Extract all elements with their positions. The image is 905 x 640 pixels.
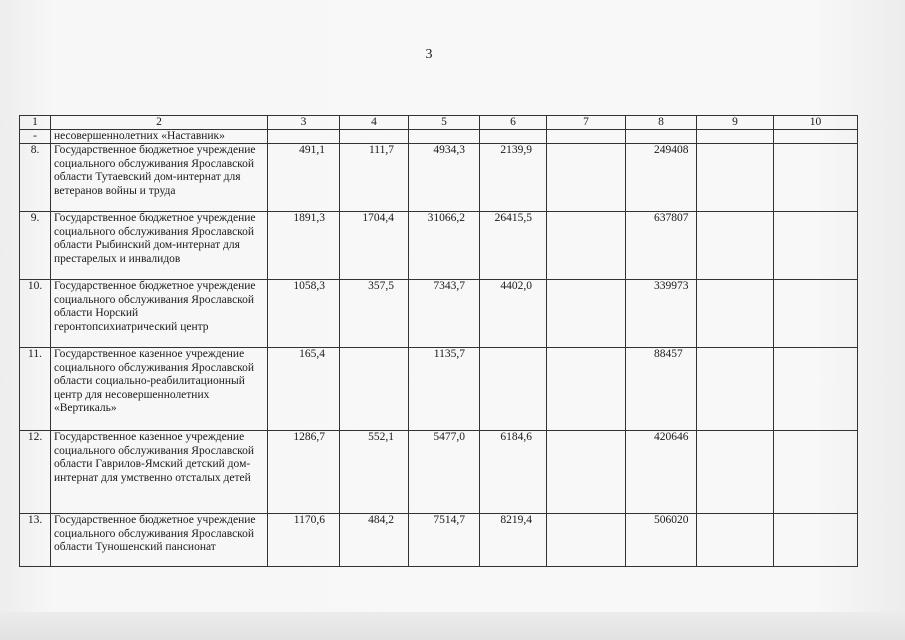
value-col-7	[547, 348, 626, 431]
value-col-4: 111,7	[340, 144, 409, 212]
table-row	[20, 431, 858, 514]
row-number: 8.	[20, 144, 51, 212]
column-header: 5	[409, 116, 480, 130]
row-number: 11.	[20, 348, 51, 431]
value-col-3: 165,4	[268, 348, 340, 431]
value-col-8: 420646	[626, 431, 697, 514]
value-col-5: 7514,7	[409, 514, 480, 567]
table-row	[20, 514, 858, 567]
value-col-9	[697, 212, 774, 280]
value-col-5: 1135,7	[409, 348, 480, 431]
column-header: 1	[20, 116, 51, 130]
value-col-9	[697, 144, 774, 212]
table-cell	[697, 130, 774, 144]
continuation-row	[20, 130, 858, 144]
value-col-5: 31066,2	[409, 212, 480, 280]
value-col-4: 484,2	[340, 514, 409, 567]
value-col-3: 1891,3	[268, 212, 340, 280]
institution-name: Государственное бюджетное учреждение социального обслуживания Ярославской области Туношенский пансионат	[51, 514, 268, 567]
column-header: 9	[697, 116, 774, 130]
value-col-7	[547, 514, 626, 567]
value-col-9	[697, 431, 774, 514]
row-number: 12.	[20, 431, 51, 514]
column-header: 6	[480, 116, 547, 130]
value-col-8: 88457	[626, 348, 697, 431]
value-col-6: 26415,5	[480, 212, 547, 280]
value-col-8: 249408	[626, 144, 697, 212]
institution-name: Государственное бюджетное учреждение социального обслуживания Ярославской области Норский геронтопсихиатрический центр	[51, 280, 268, 348]
institution-name: Государственное казенное учреждение социального обслуживания Ярославской области Гаврилов-Ямский детский дом-интернат для умственно отсталых детей	[51, 431, 268, 514]
value-col-10	[774, 431, 858, 514]
value-col-9	[697, 280, 774, 348]
value-col-9	[697, 514, 774, 567]
column-header: 7	[547, 116, 626, 130]
value-col-6: 6184,6	[480, 431, 547, 514]
page-number: 3	[425, 47, 433, 62]
table-row	[20, 212, 858, 280]
column-header: 8	[626, 116, 697, 130]
value-col-3: 1058,3	[268, 280, 340, 348]
value-col-4: 1704,4	[340, 212, 409, 280]
value-col-6: 2139,9	[480, 144, 547, 212]
value-col-10	[774, 348, 858, 431]
value-col-7	[547, 280, 626, 348]
value-col-5: 5477,0	[409, 431, 480, 514]
value-col-7	[547, 144, 626, 212]
institution-name: Государственное бюджетное учреждение социального обслуживания Ярославской области Тутаевский дом-интернат для ветеранов войны и труда	[51, 144, 268, 212]
column-header: 3	[268, 116, 340, 130]
value-col-7	[547, 431, 626, 514]
value-col-5: 7343,7	[409, 280, 480, 348]
table-cell	[547, 130, 626, 144]
row-number: 9.	[20, 212, 51, 280]
institution-name: Государственное бюджетное учреждение социального обслуживания Ярославской области Рыбинский дом-интернат для престарелых и инвалидов	[51, 212, 268, 280]
value-col-4: 357,5	[340, 280, 409, 348]
row-number: -	[20, 130, 51, 144]
institution-name: несовершеннолетних «Наставник»	[51, 130, 268, 144]
table-cell	[480, 130, 547, 144]
value-col-6	[480, 348, 547, 431]
value-col-6: 8219,4	[480, 514, 547, 567]
value-col-8: 506020	[626, 514, 697, 567]
header-row	[20, 116, 858, 130]
value-col-3: 1170,6	[268, 514, 340, 567]
row-number: 13.	[20, 514, 51, 567]
column-header: 4	[340, 116, 409, 130]
value-col-10	[774, 144, 858, 212]
table-row	[20, 144, 858, 212]
table-cell	[409, 130, 480, 144]
value-col-10	[774, 212, 858, 280]
page-bottom-edge	[0, 612, 905, 640]
value-col-8: 339973	[626, 280, 697, 348]
row-number: 10.	[20, 280, 51, 348]
column-header: 10	[774, 116, 858, 130]
value-col-7	[547, 212, 626, 280]
data-table	[19, 115, 858, 567]
value-col-9	[697, 348, 774, 431]
value-col-6: 4402,0	[480, 280, 547, 348]
table-row	[20, 280, 858, 348]
value-col-4: 552,1	[340, 431, 409, 514]
table-cell	[340, 130, 409, 144]
table-cell	[774, 130, 858, 144]
institution-name: Государственное казенное учреждение социального обслуживания Ярославской области социально-реабилитационный центр для несовершеннолетних «Вертикаль»	[51, 348, 268, 431]
table-row	[20, 348, 858, 431]
value-col-3: 491,1	[268, 144, 340, 212]
value-col-4	[340, 348, 409, 431]
value-col-10	[774, 280, 858, 348]
value-col-10	[774, 514, 858, 567]
table-cell	[268, 130, 340, 144]
value-col-5: 4934,3	[409, 144, 480, 212]
table-cell	[626, 130, 697, 144]
value-col-8: 637807	[626, 212, 697, 280]
column-header: 2	[51, 116, 268, 130]
value-col-3: 1286,7	[268, 431, 340, 514]
